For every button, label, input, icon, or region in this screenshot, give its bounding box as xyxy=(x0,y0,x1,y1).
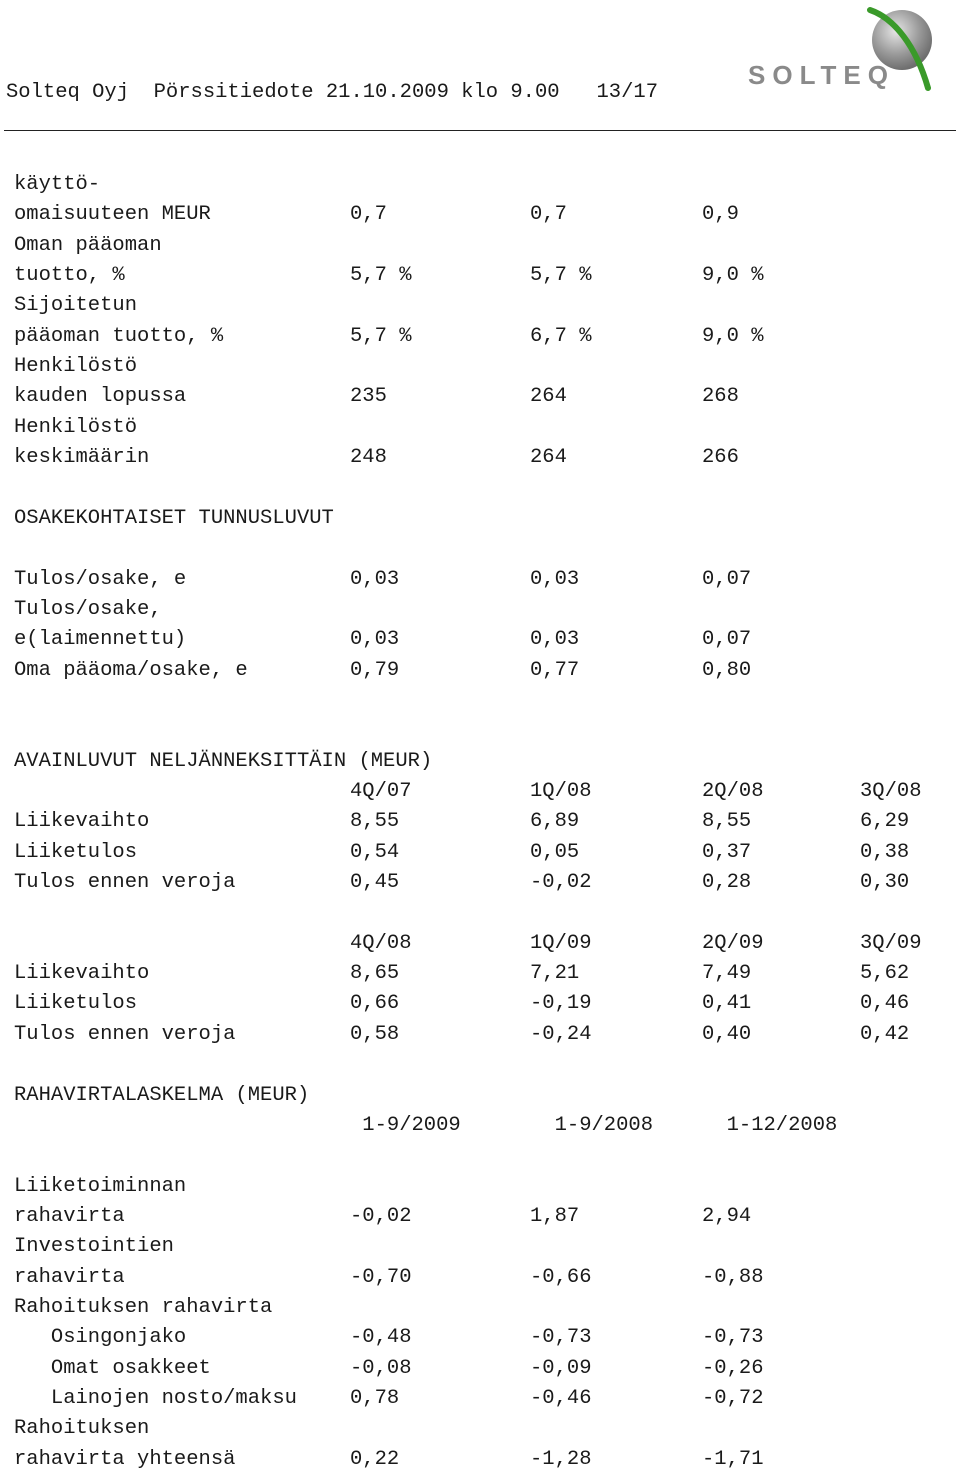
value-cell: 8,55 xyxy=(702,810,752,834)
row-label: AVAINLUVUT NELJÄNNEKSITTÄIN (MEUR) xyxy=(14,749,433,773)
value-cell: 0,9 xyxy=(702,203,739,227)
row-label: e(laimennettu) xyxy=(14,628,187,652)
value-cell: 0,38 xyxy=(860,840,910,864)
row-label: tuotto, % xyxy=(14,264,125,288)
value-cell: 0,79 xyxy=(350,658,400,682)
value-cell: -0,46 xyxy=(530,1387,592,1410)
value-cell: 0,41 xyxy=(702,992,752,1016)
value-cell: 0,30 xyxy=(860,871,910,895)
value-cell: 0,28 xyxy=(702,871,752,895)
row-label: keskimäärin xyxy=(14,446,150,470)
value-cell: -0,66 xyxy=(530,1265,592,1289)
row-label: Omat osakkeet xyxy=(14,1356,211,1380)
value-cell: 0,37 xyxy=(702,840,752,864)
row-label: Oma pääoma/osake, e xyxy=(14,658,248,682)
value-cell: 0,7 xyxy=(530,203,567,227)
value-cell: 266 xyxy=(702,446,739,470)
row-label: omaisuuteen MEUR xyxy=(14,203,211,227)
value-cell: 0,58 xyxy=(350,1022,400,1046)
row-label: Lainojen nosto/maksu xyxy=(14,1387,297,1410)
value-cell: 2,94 xyxy=(702,1204,752,1228)
row-label: Tulos ennen veroja xyxy=(14,871,236,895)
value-cell: -0,26 xyxy=(702,1356,764,1380)
value-cell: -0,73 xyxy=(702,1326,764,1350)
value-cell: 0,03 xyxy=(530,628,580,652)
value-cell: 2Q/09 xyxy=(702,931,764,955)
value-cell: 0,03 xyxy=(530,567,580,591)
value-cell: 0,22 xyxy=(350,1447,400,1471)
value-cell: 0,78 xyxy=(350,1387,400,1410)
value-cell: -0,24 xyxy=(530,1022,592,1046)
value-cell: -0,02 xyxy=(530,871,592,895)
row-label: käyttö- xyxy=(14,173,101,196)
value-cell: 0,03 xyxy=(350,567,400,591)
row-label: rahavirta xyxy=(14,1265,125,1289)
row-label: Henkilöstö xyxy=(14,355,138,379)
svg-text:SOLTEQ: SOLTEQ xyxy=(748,60,895,90)
value-cell: -0,73 xyxy=(530,1326,592,1350)
release-header: Solteq Oyj Pörssitiedote 21.10.2009 klo 9.00 13/17 xyxy=(6,81,659,104)
value-cell: 9,0 % xyxy=(702,264,764,288)
value-cell: 5,7 % xyxy=(350,264,412,288)
value-cell: 268 xyxy=(702,385,739,409)
row-label: Liiketulos xyxy=(14,992,138,1016)
value-cell: 2Q/08 xyxy=(702,780,764,803)
value-cell: 6,7 % xyxy=(530,324,592,348)
value-cell: 4Q/08 xyxy=(350,931,412,955)
value-cell: -0,09 xyxy=(530,1356,592,1380)
value-cell: 0,45 xyxy=(350,871,400,895)
value-cell: 248 xyxy=(350,446,387,470)
row-label: pääoman tuotto, % xyxy=(14,324,224,348)
row-label: rahavirta yhteensä xyxy=(14,1447,236,1471)
value-cell: 5,62 xyxy=(860,962,910,986)
value-cell: 1,87 xyxy=(530,1204,580,1228)
value-cell: 8,55 xyxy=(350,810,400,834)
value-cell: -0,88 xyxy=(702,1265,764,1289)
row-label: Liikevaihto xyxy=(14,810,150,834)
value-cell: -0,08 xyxy=(350,1356,412,1380)
value-cell: 5,7 % xyxy=(350,324,412,348)
value-cell: 1Q/09 xyxy=(530,931,592,955)
value-cell: 7,49 xyxy=(702,962,752,986)
value-cell: -0,02 xyxy=(350,1204,412,1228)
row-label: Sijoitetun xyxy=(14,294,138,318)
value-cell: 0,07 xyxy=(702,628,752,652)
value-cell: -0,72 xyxy=(702,1387,764,1410)
value-cell: -1,28 xyxy=(530,1447,592,1471)
value-cell: 0,77 xyxy=(530,658,580,682)
value-cell: 1-9/2009 xyxy=(350,1113,461,1137)
row-label: Liiketulos xyxy=(14,840,138,864)
value-cell: 0,40 xyxy=(702,1022,752,1046)
value-cell: 0,07 xyxy=(702,567,752,591)
row-label: Henkilöstö xyxy=(14,415,138,439)
value-cell: 0,54 xyxy=(350,840,400,864)
value-cell: 0,03 xyxy=(350,628,400,652)
value-cell: 6,89 xyxy=(530,810,580,834)
value-cell: 0,80 xyxy=(702,658,752,682)
row-label: Investointien xyxy=(14,1235,174,1259)
row-label: Osingonjako xyxy=(14,1326,187,1350)
row-label: kauden lopussa xyxy=(14,385,187,409)
value-cell: 0,7 xyxy=(350,203,387,227)
value-cell: 0,05 xyxy=(530,840,580,864)
value-cell: 1-9/2008 xyxy=(530,1113,654,1137)
value-cell: 264 xyxy=(530,385,567,409)
solteq-logo xyxy=(744,2,944,94)
value-cell: 3Q/08 xyxy=(860,780,922,803)
row-label: Rahoituksen rahavirta xyxy=(14,1295,273,1319)
value-cell: 8,65 xyxy=(350,962,400,986)
value-cell: 9,0 % xyxy=(702,324,764,348)
row-label: Rahoituksen xyxy=(14,1417,150,1441)
value-cell: 6,29 xyxy=(860,810,910,834)
row-label: RAHAVIRTALASKELMA (MEUR) xyxy=(14,1083,310,1107)
header-divider xyxy=(4,130,956,131)
value-cell: 7,21 xyxy=(530,962,580,986)
value-cell: -1,71 xyxy=(702,1447,764,1471)
value-cell: 3Q/09 xyxy=(860,931,922,955)
value-cell: 1-12/2008 xyxy=(702,1113,838,1137)
row-label: Liikevaihto xyxy=(14,962,150,986)
value-cell: -0,48 xyxy=(350,1326,412,1350)
value-cell: 0,66 xyxy=(350,992,400,1016)
value-cell: -0,19 xyxy=(530,992,592,1016)
value-cell: 0,42 xyxy=(860,1022,910,1046)
value-cell: -0,70 xyxy=(350,1265,412,1289)
row-label: Oman pääoman xyxy=(14,233,162,257)
row-label: Liiketoiminnan xyxy=(14,1174,187,1198)
row-label: Tulos ennen veroja xyxy=(14,1022,236,1046)
row-label: OSAKEKOHTAISET TUNNUSLUVUT xyxy=(14,506,334,530)
row-label: rahavirta xyxy=(14,1204,125,1228)
value-cell: 1Q/08 xyxy=(530,780,592,803)
value-cell: 264 xyxy=(530,446,567,470)
value-cell: 4Q/07 xyxy=(350,780,412,803)
row-label: Tulos/osake, e xyxy=(14,567,187,591)
value-cell: 235 xyxy=(350,385,387,409)
row-label: Tulos/osake, xyxy=(14,597,162,621)
value-cell: 0,46 xyxy=(860,992,910,1016)
value-cell: 5,7 % xyxy=(530,264,592,288)
